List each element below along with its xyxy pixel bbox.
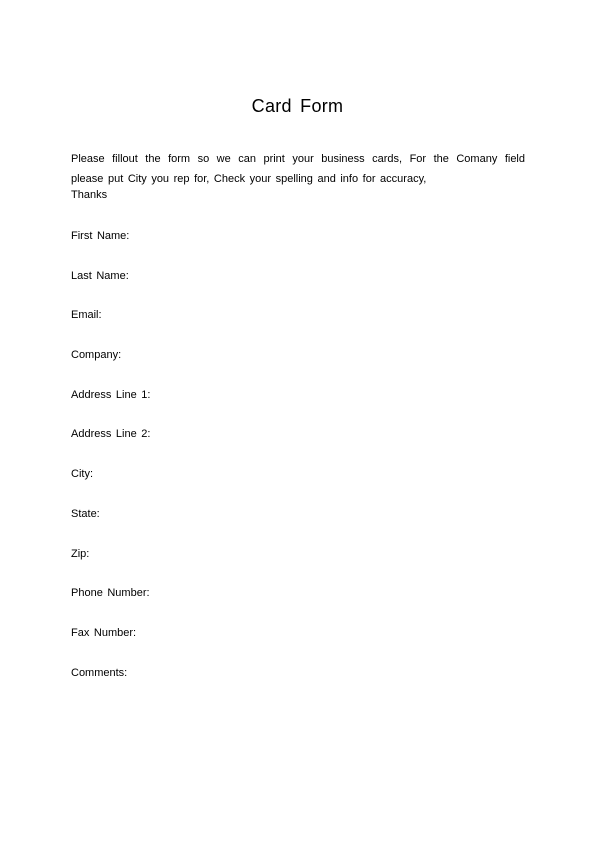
field-label-first-name: First Name: (71, 230, 130, 242)
field-label-fax-number: Fax Number: (71, 626, 137, 639)
field-label-city: City: (71, 468, 93, 481)
thanks-text: Thanks (71, 189, 108, 201)
field-label-address-line-2: Address Line 2: (71, 428, 151, 441)
field-label-last-name: Last Name: (71, 269, 129, 282)
field-label-address-line-1: Address Line 1: (71, 388, 151, 401)
page-title: Card Form (251, 96, 344, 116)
form-fields (71, 229, 525, 705)
intro-text-line: please put City you rep for, Check your spelling and info for accuracy, (71, 172, 427, 185)
field-label-comments: Comments: (71, 666, 128, 679)
field-label-email: Email: (71, 309, 102, 322)
intro-paragraph (71, 150, 525, 189)
field-label-state: State: (71, 507, 100, 520)
intro-text-line: Please fillout the form so we can print your business cards, For the Comany field (71, 153, 525, 165)
field-label-zip: Zip: (71, 547, 90, 560)
field-label-company: Company: (71, 349, 122, 362)
field-label-phone-number: Phone Number: (71, 587, 150, 600)
